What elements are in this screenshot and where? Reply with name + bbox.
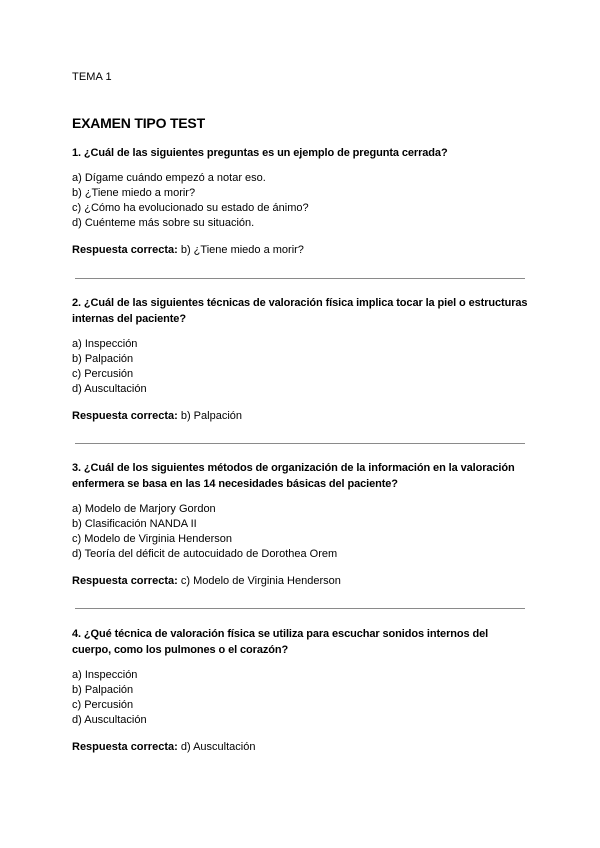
option-a: a) Dígame cuándo empezó a notar eso. bbox=[72, 172, 266, 184]
answer-label: Respuesta correcta: bbox=[72, 244, 178, 256]
question-text: 1. ¿Cuál de las siguientes preguntas es un ejemplo de pregunta cerrada? bbox=[72, 147, 448, 159]
answer-label: Respuesta correcta: bbox=[72, 575, 178, 587]
option-d: d) Auscultación bbox=[72, 714, 147, 726]
divider bbox=[75, 608, 525, 609]
question-text: 3. ¿Cuál de los siguientes métodos de organización de la información en la valoración enfermera se basa en las 14 necesidades básicas del paciente? bbox=[72, 462, 515, 490]
answer-value: d) Auscultación bbox=[180, 741, 256, 753]
topic-label: TEMA 1 bbox=[72, 71, 112, 83]
option-d: d) Teoría del déficit de autocuidado de Dorothea Orem bbox=[72, 548, 338, 560]
question-2 bbox=[72, 295, 528, 424]
correct-answer bbox=[72, 740, 528, 755]
question-4 bbox=[72, 626, 528, 755]
option-a: a) Modelo de Marjory Gordon bbox=[72, 503, 216, 515]
correct-answer bbox=[72, 574, 528, 589]
option-c: c) Modelo de Virginia Henderson bbox=[72, 533, 232, 545]
options-list bbox=[72, 337, 528, 397]
question-text: 2. ¿Cuál de las siguientes técnicas de valoración física implica tocar la piel o estructuras internas del paciente? bbox=[72, 297, 528, 325]
correct-answer bbox=[72, 243, 528, 258]
option-b: b) Clasificación NANDA II bbox=[72, 518, 197, 530]
exam-title: EXAMEN TIPO TEST bbox=[72, 115, 205, 131]
correct-answer bbox=[72, 409, 528, 424]
option-a: a) Inspección bbox=[72, 338, 138, 350]
divider bbox=[75, 443, 525, 444]
question-text: 4. ¿Qué técnica de valoración física se utiliza para escuchar sonidos internos del cuerpo, como los pulmones o el corazón? bbox=[72, 628, 489, 656]
options-list bbox=[72, 668, 528, 728]
option-c: c) Percusión bbox=[72, 699, 134, 711]
answer-label: Respuesta correcta: bbox=[72, 410, 178, 422]
option-b: b) ¿Tiene miedo a morir? bbox=[72, 187, 196, 199]
option-b: b) Palpación bbox=[72, 353, 134, 365]
option-d: d) Cuénteme más sobre su situación. bbox=[72, 217, 255, 229]
answer-value: b) Palpación bbox=[180, 410, 242, 422]
answer-value: b) ¿Tiene miedo a morir? bbox=[180, 244, 304, 256]
option-c: c) ¿Cómo ha evolucionado su estado de ánimo? bbox=[72, 202, 309, 214]
option-a: a) Inspección bbox=[72, 669, 138, 681]
options-list bbox=[72, 171, 528, 231]
option-c: c) Percusión bbox=[72, 368, 134, 380]
option-d: d) Auscultación bbox=[72, 383, 147, 395]
divider bbox=[75, 278, 525, 279]
question-1 bbox=[72, 145, 528, 258]
answer-label: Respuesta correcta: bbox=[72, 741, 178, 753]
question-3 bbox=[72, 460, 528, 589]
answer-value: c) Modelo de Virginia Henderson bbox=[180, 575, 341, 587]
option-b: b) Palpación bbox=[72, 684, 134, 696]
options-list bbox=[72, 502, 528, 562]
